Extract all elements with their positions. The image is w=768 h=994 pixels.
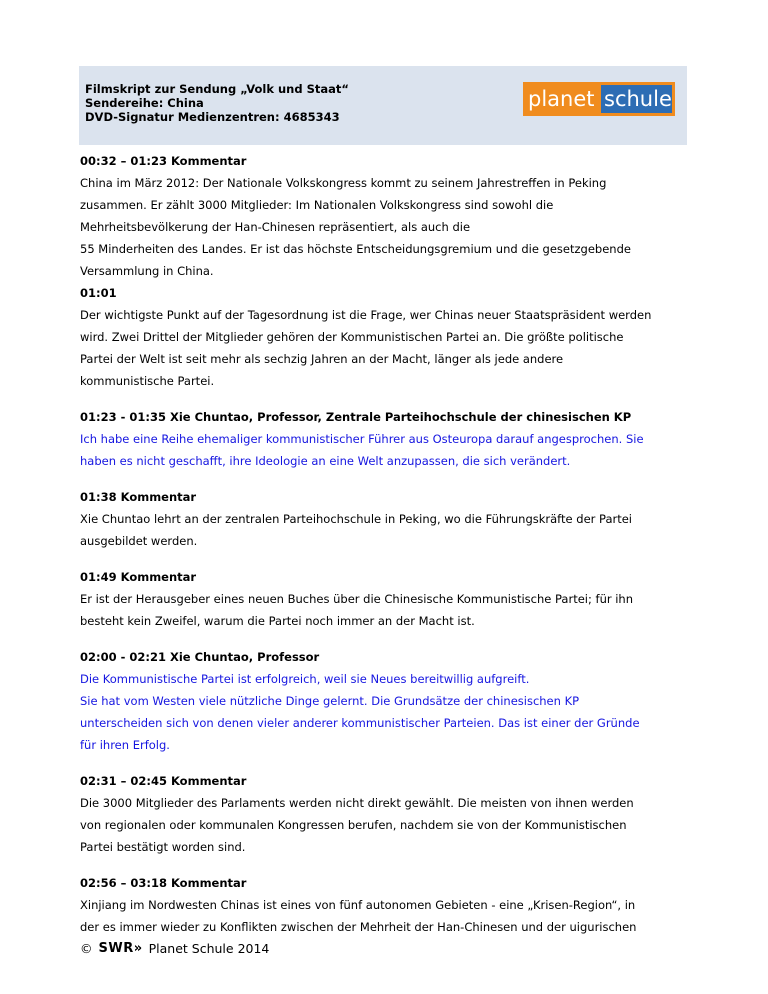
header-title-bold: Filmskript [85,82,151,96]
header-text [85,82,349,124]
section-7 [80,872,690,938]
section-4 [80,566,690,632]
document-header [79,66,687,145]
quote-line: unterscheiden sich von denen vieler anderer kommunistischer Parteien. Das ist einer der Gründe [80,716,640,730]
text-line: besteht kein Zweifel, warum die Partei noch immer an der Macht ist. [80,614,475,628]
swr-logo: SWR» [98,941,143,956]
quote-line: Ich habe eine Reihe ehemaliger kommunistischer Führer aus Osteuropa darauf angesprochen. Sie [80,432,644,446]
timestamp-heading: 02:31 – 02:45 Kommentar [80,774,247,788]
section-6 [80,770,690,858]
section-1 [80,282,690,392]
logo-schule-text: schule [604,87,672,111]
section-2 [80,406,690,472]
text-line: 55 Minderheiten des Landes. Er ist das höchste Entscheidungsgremium und die gesetzgebende [80,242,631,256]
section-3 [80,486,690,552]
text-line: China im März 2012: Der Nationale Volkskongress kommt zu seinem Jahrestreffen in Peking [80,176,607,190]
section-0 [80,150,690,282]
text-line: Der wichtigste Punkt auf der Tagesordnung ist die Frage, wer Chinas neuer Staatspräsident werden [80,308,652,322]
text-line: Er ist der Herausgeber eines neuen Buches über die Chinesische Kommunistische Partei; für ihn [80,592,634,606]
timestamp-heading: 01:38 Kommentar [80,490,197,504]
timestamp-heading: 01:01 [80,286,117,300]
text-line: der es immer wieder zu Konflikten zwischen der Mehrheit der Han-Chinesen und der uigurischen [80,920,637,934]
text-line: Die 3000 Mitglieder des Parlaments werden nicht direkt gewählt. Die meisten von ihnen werden [80,796,634,810]
timestamp-heading: 01:49 Kommentar [80,570,197,584]
text-line: Partei der Welt ist seit mehr als sechzig Jahren an der Macht, länger als jede andere [80,352,564,366]
text-line: von regionalen oder kommunalen Kongressen berufen, nachdem sie von der Kommunistischen [80,818,627,832]
script-content [80,150,690,938]
timestamp-heading: 02:00 - 02:21 Xie Chuntao, Professor [80,650,320,664]
header-title-rest: zur Sendung „Volk und Staat“ [150,82,349,96]
quote-line: haben es nicht geschafft, ihre Ideologie an eine Welt anzupassen, die sich verändert. [80,454,571,468]
text-line: Versammlung in China. [80,264,214,278]
footer-text: Planet Schule 2014 [148,941,270,956]
timestamp-heading: 01:23 - 01:35 Xie Chuntao, Professor, Zentrale Parteihochschule der chinesischen KP [80,410,632,424]
timestamp-heading: 00:32 – 01:23 Kommentar [80,154,247,168]
page-footer [80,941,269,956]
text-line: Mehrheitsbevölkerung der Han-Chinesen repräsentiert, als auch die [80,220,471,234]
quote-line: Sie hat vom Westen viele nützliche Dinge gelernt. Die Grundsätze der chinesischen KP [80,694,580,708]
quote-line: für ihren Erfolg. [80,738,170,752]
logo-planet-text: planet [528,87,595,111]
text-line: zusammen. Er zählt 3000 Mitglieder: Im Nationalen Volkskongress sind sowohl die [80,198,554,212]
timestamp-heading: 02:56 – 03:18 Kommentar [80,876,247,890]
text-line: wird. Zwei Drittel der Mitglieder gehören der Kommunistischen Partei an. Die größte politische [80,330,624,344]
text-line: Partei bestätigt worden sind. [80,840,246,854]
text-line: Xie Chuntao lehrt an der zentralen Parteihochschule in Peking, wo die Führungskräfte der Partei [80,512,632,526]
section-5 [80,646,690,756]
header-series: Sendereihe: China [85,96,204,110]
text-line: ausgebildet werden. [80,534,198,548]
header-dvd-signature: DVD-Signatur Medienzentren: 4685343 [85,110,340,124]
text-line: kommunistische Partei. [80,374,215,388]
quote-line: Die Kommunistische Partei ist erfolgreich, weil sie Neues bereitwillig aufgreift. [80,672,530,686]
copyright-symbol: © [80,941,93,956]
planet-schule-logo [523,82,675,116]
text-line: Xinjiang im Nordwesten Chinas ist eines von fünf autonomen Gebieten - eine „Krisen-Region“, in [80,898,636,912]
